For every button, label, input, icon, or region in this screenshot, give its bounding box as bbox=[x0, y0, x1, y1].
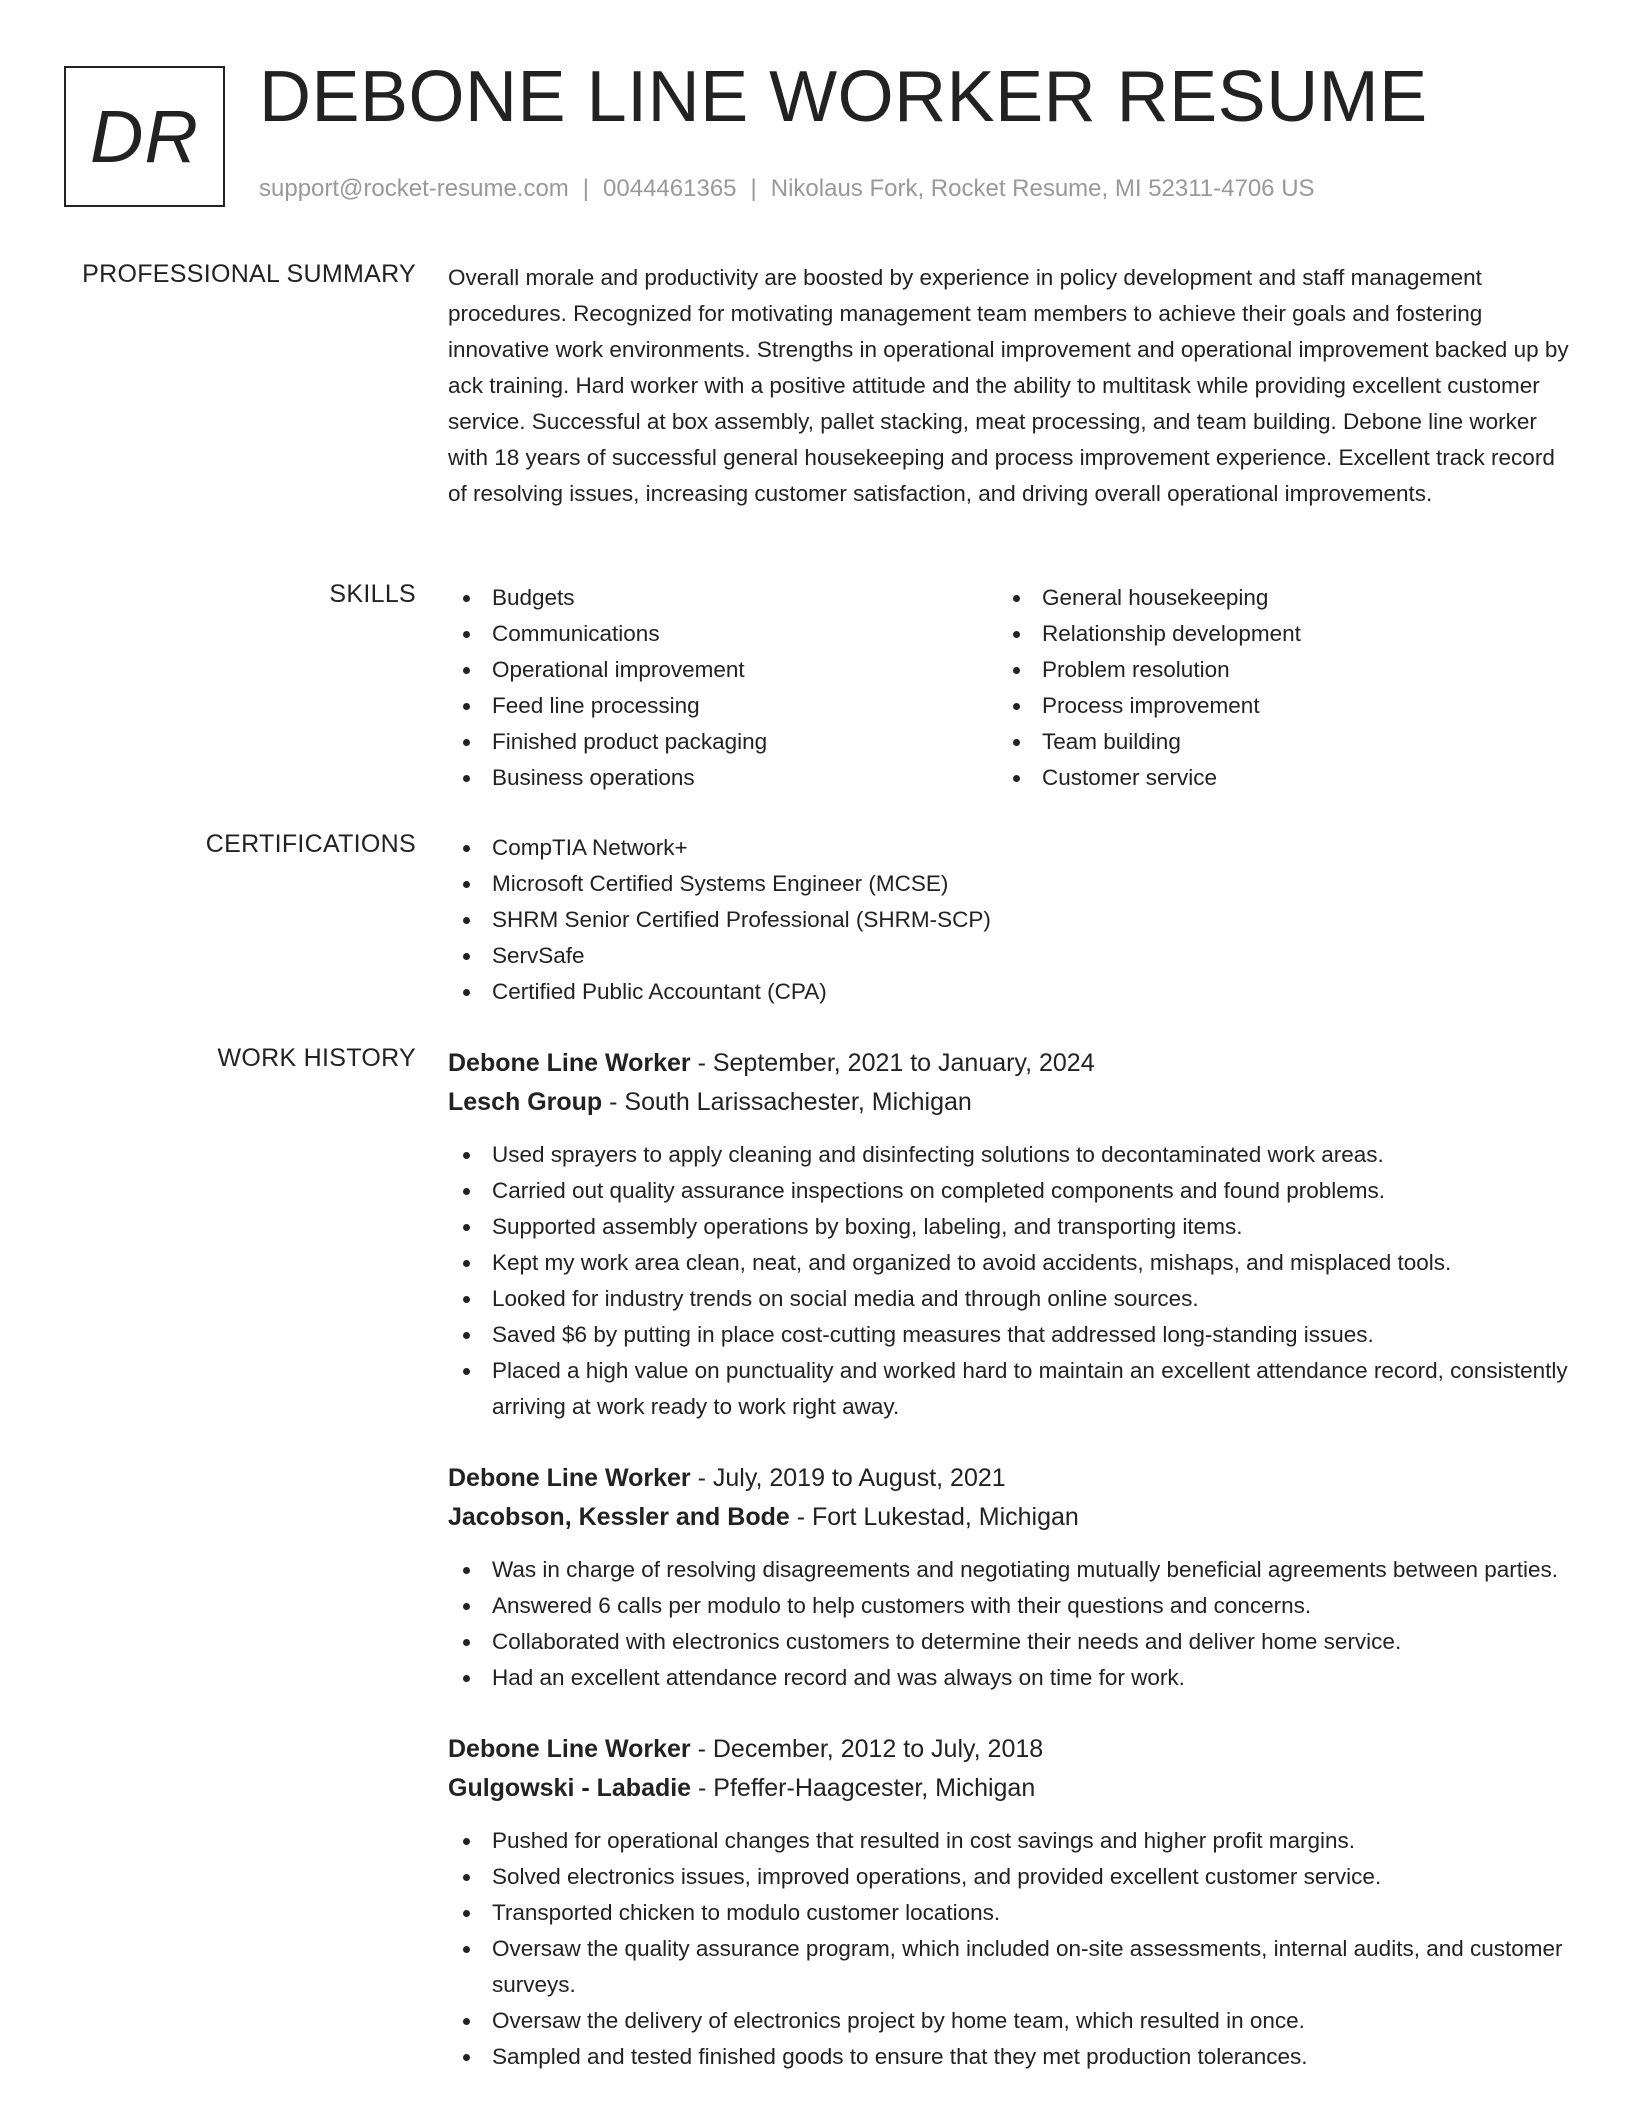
certifications-list bbox=[448, 830, 1573, 1010]
job-company-line bbox=[448, 1498, 1573, 1537]
job-duties-list bbox=[448, 1552, 1573, 1696]
job-duties-list bbox=[448, 1823, 1573, 2075]
job-duty: Was in charge of resolving disagreements and negotiating mutually beneficial agreements between parties. bbox=[448, 1552, 1573, 1588]
job-title-line bbox=[448, 1459, 1573, 1498]
skill-item: Relationship development bbox=[998, 616, 1548, 652]
job-duty: Solved electronics issues, improved operations, and provided excellent customer service. bbox=[448, 1859, 1573, 1895]
job-duty: Saved $6 by putting in place cost-cutting measures that addressed long-standing issues. bbox=[448, 1317, 1573, 1353]
job-company-line bbox=[448, 1083, 1573, 1122]
certifications-heading: CERTIFICATIONS bbox=[205, 830, 416, 858]
job-title: Debone Line Worker bbox=[448, 1049, 691, 1077]
job-location: - Fort Lukestad, Michigan bbox=[789, 1503, 1079, 1531]
contact-separator: | bbox=[750, 175, 757, 202]
monogram-initials: DR bbox=[90, 95, 199, 178]
skills-list-right bbox=[998, 580, 1548, 796]
job-duty: Transported chicken to modulo customer locations. bbox=[448, 1895, 1573, 1931]
contact-phone: 0044461365 bbox=[603, 175, 737, 202]
certification-item: SHRM Senior Certified Professional (SHRM-SCP) bbox=[448, 902, 1573, 938]
summary-body bbox=[448, 260, 1573, 512]
skill-item: Finished product packaging bbox=[448, 724, 998, 760]
job-location: - South Larissachester, Michigan bbox=[602, 1088, 972, 1116]
job-dates: - December, 2012 to July, 2018 bbox=[690, 1735, 1044, 1763]
job-entry bbox=[448, 1044, 1573, 1425]
skill-item: Process improvement bbox=[998, 688, 1548, 724]
job-title-line bbox=[448, 1730, 1573, 1769]
job-duty: Sampled and tested finished goods to ensure that they met production tolerances. bbox=[448, 2039, 1573, 2075]
job-duty: Used sprayers to apply cleaning and disinfecting solutions to decontaminated work areas. bbox=[448, 1137, 1573, 1173]
certification-item: Microsoft Certified Systems Engineer (MCSE) bbox=[448, 866, 1573, 902]
job-company-line bbox=[448, 1769, 1573, 1808]
resume-title: DEBONE LINE WORKER RESUME bbox=[259, 57, 1428, 137]
skill-item: Budgets bbox=[448, 580, 998, 616]
contact-address: Nikolaus Fork, Rocket Resume, MI 52311-4706 US bbox=[770, 175, 1315, 202]
job-company: Jacobson, Kessler and Bode bbox=[448, 1503, 790, 1531]
job-dates: - July, 2019 to August, 2021 bbox=[690, 1464, 1006, 1492]
job-duty: Had an excellent attendance record and was always on time for work. bbox=[448, 1660, 1573, 1696]
job-company: Lesch Group bbox=[448, 1088, 603, 1116]
skills-list-left bbox=[448, 580, 998, 796]
job-duty: Carried out quality assurance inspections on completed components and found problems. bbox=[448, 1173, 1573, 1209]
skill-item: Team building bbox=[998, 724, 1548, 760]
summary-heading: PROFESSIONAL SUMMARY bbox=[82, 260, 416, 288]
job-entry bbox=[448, 1459, 1573, 1696]
summary-text: Overall morale and productivity are boosted by experience in policy development and staff management procedures. Recognized for motivating management team members to achieve their goals and fostering innovative work environments. Strengths in operational improvement and operational improvement backed up by ack training. Hard worker with a positive attitude and the ability to multitask while providing excellent customer service. Successful at box assembly, pallet stacking, meat processing, and team building. Debone line worker with 18 years of successful general housekeeping and process improvement experience. Excellent track record of resolving issues, increasing customer satisfaction, and driving overall operational improvements. bbox=[448, 265, 1569, 506]
work-history-body bbox=[448, 1044, 1573, 2109]
job-duty: Oversaw the quality assurance program, which included on-site assessments, internal audits, and customer surveys. bbox=[448, 1931, 1573, 2003]
job-duty: Pushed for operational changes that resulted in cost savings and higher profit margins. bbox=[448, 1823, 1573, 1859]
job-location: - Pfeffer-Haagcester, Michigan bbox=[691, 1774, 1036, 1802]
certification-item: Certified Public Accountant (CPA) bbox=[448, 974, 1573, 1010]
job-duties-list bbox=[448, 1137, 1573, 1425]
contact-separator: | bbox=[582, 175, 590, 202]
job-title: Debone Line Worker bbox=[448, 1735, 691, 1763]
job-duty: Oversaw the delivery of electronics project by home team, which resulted in once. bbox=[448, 2003, 1573, 2039]
contact-line bbox=[259, 175, 1315, 203]
skill-item: Operational improvement bbox=[448, 652, 998, 688]
job-duty: Looked for industry trends on social media and through online sources. bbox=[448, 1281, 1573, 1317]
job-duty: Kept my work area clean, neat, and organized to avoid accidents, mishaps, and misplaced tools. bbox=[448, 1245, 1573, 1281]
job-company: Gulgowski - Labadie bbox=[448, 1774, 692, 1802]
certification-item: CompTIA Network+ bbox=[448, 830, 1573, 866]
certification-item: ServSafe bbox=[448, 938, 1573, 974]
job-duty: Answered 6 calls per modulo to help customers with their questions and concerns. bbox=[448, 1588, 1573, 1624]
skill-item: Customer service bbox=[998, 760, 1548, 796]
contact-email: support@rocket-resume.com bbox=[259, 175, 569, 202]
skill-item: General housekeeping bbox=[998, 580, 1548, 616]
skills-heading: SKILLS bbox=[329, 580, 416, 608]
job-duty: Placed a high value on punctuality and worked hard to maintain an excellent attendance record, consistently arriving at work ready to work right away. bbox=[448, 1353, 1573, 1425]
job-duty: Supported assembly operations by boxing, labeling, and transporting items. bbox=[448, 1209, 1573, 1245]
job-entry bbox=[448, 1730, 1573, 2075]
skill-item: Communications bbox=[448, 616, 998, 652]
job-title: Debone Line Worker bbox=[448, 1464, 691, 1492]
monogram-box bbox=[64, 66, 225, 207]
job-duty: Collaborated with electronics customers to determine their needs and deliver home service. bbox=[448, 1624, 1573, 1660]
skill-item: Feed line processing bbox=[448, 688, 998, 724]
certifications-body bbox=[448, 830, 1573, 1010]
work-history-heading: WORK HISTORY bbox=[217, 1044, 416, 1072]
skill-item: Business operations bbox=[448, 760, 998, 796]
job-title-line bbox=[448, 1044, 1573, 1083]
job-dates: - September, 2021 to January, 2024 bbox=[690, 1049, 1095, 1077]
skills-body bbox=[448, 580, 1573, 796]
skill-item: Problem resolution bbox=[998, 652, 1548, 688]
